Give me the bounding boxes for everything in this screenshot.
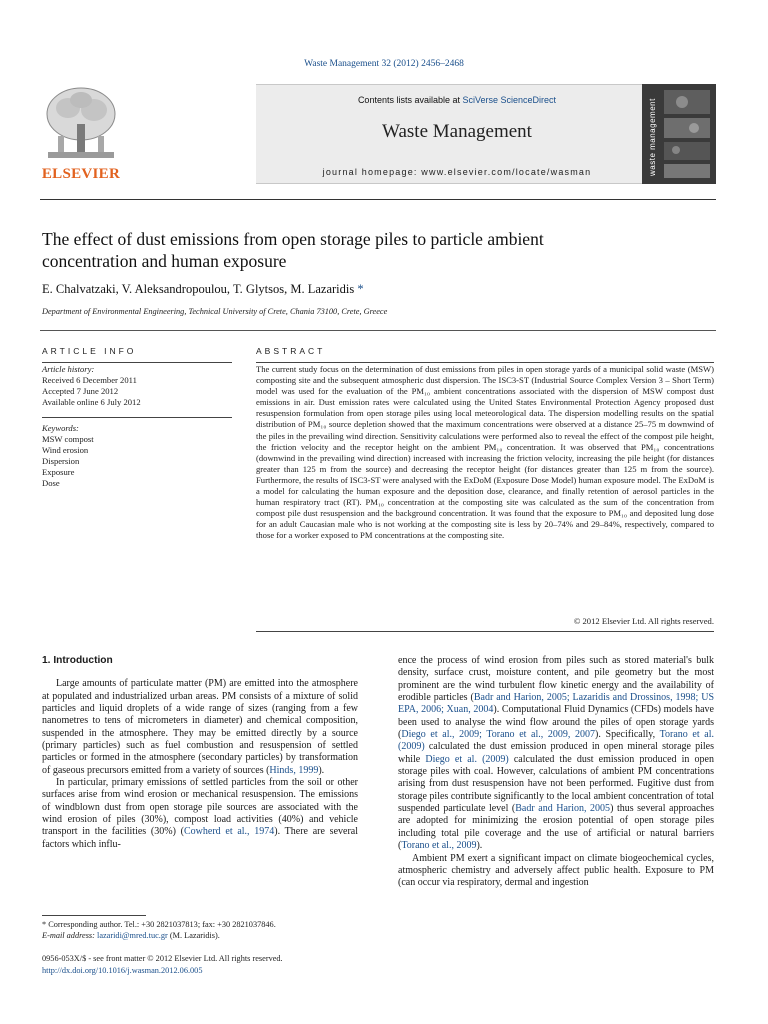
- paragraph: [42, 678, 358, 777]
- abstract-rule: [256, 362, 714, 363]
- title-line-1: The effect of dust emissions from open storage piles to particle ambient: [42, 229, 544, 249]
- reference-link[interactable]: Torano et al. (2009): [398, 729, 714, 753]
- paragraph: [42, 777, 358, 851]
- body-right-column: [398, 655, 714, 890]
- keyword-item: Dispersion: [42, 456, 80, 466]
- paragraph-text: Large amounts of particulate matter (PM) are emitted into the atmosphere at populated and industrialized urban areas. PM consists of a mixture of solid particles and liquid droplets of a wide range of sizes (ranging from a few nanometres to tens of micrometers in diameter) and chemical composition, suspended in the atmosphere. They may be emitted directly by a source (primary particles) such as fuel combustion and resuspension of settled particles or formed in the atmosphere (secondary particles) by transformation of gaseous precursors emitted from a variety of sources (: [42, 678, 358, 776]
- abstract-text: The current study focus on the determination of dust emissions from piles in open storage yards of a municipal solid waste (MSW) composting site and the subsequent atmospheric dust dispersion. The ISC3-ST (Industrial Source Complex Version 3 – Short Term) model was used for the evaluation of the PM₁₀ ambient concentrations associated with the dispersion of MSW compost dust emissions in air. Dust emission rates were calculated using the United States Environmental Protection Agency proposed dust resuspension formulation from open storage piles using local meteorological data. The dispersion modelling results on the spatial distribution of PM₁₀ source depletion showed that the maximum concentrations were observed at a distance 25–75 m downwind of the piles in the prevailing wind direction. Sensitivity calculations were performed also to reveal the effect of the compost pile height, the friction velocity and the receptor height on the ambient PM₁₀ concentration. It was observed that PM₁₀ concentrations (downwind in the prevailing wind direction) increased with increasing the friction velocity, increasing the pile height (for distances greater than 125 m from the source) and decreasing the receptor height (for distances greater than 125 m from the source). Furthermore, the results of ISC3-ST were analysed with the ExDoM (Exposure Dose Model) human exposure model. The ExDoM is a model for calculating the human exposure and the deposition dose, clearance, and finally retention of aerosol particles in the human respiratory tract (RT). PM₁₀ concentration at the composting site was calculated as the sum of the concentration from compost pile dust resuspension and the background concentration. It was found that the exposure to PM₁₀ and deposited lung dose for an adult Caucasian male who is not working at the composting site is less by 20–74% and 29–84%, respectively, compared to those for a worker exposed to PM concentrations at the composting site.: [256, 364, 714, 541]
- homepage-label: journal homepage:: [322, 167, 422, 177]
- reference-link[interactable]: Torano et al., 2009: [401, 840, 477, 852]
- article-info-rule: [42, 362, 232, 363]
- paragraph-text: ).: [318, 764, 325, 776]
- publication-meta: [42, 953, 358, 976]
- elsevier-tree-icon: [40, 84, 122, 164]
- history-accepted: Accepted 7 June 2012: [42, 386, 119, 396]
- body-left-column: [42, 655, 358, 851]
- history-heading: Article history:: [42, 364, 95, 374]
- cover-title: waste management: [648, 98, 657, 176]
- reference-link[interactable]: Cowherd et al., 1974: [183, 826, 275, 838]
- corresponding-author-note: * Corresponding author. Tel.: +30 2821037813; fax: +30 2821037846.: [42, 920, 276, 929]
- paragraph-text: ). There are several factors which influ-: [42, 826, 358, 850]
- email-note: [42, 930, 358, 941]
- author-affiliation: Department of Environmental Engineering, Technical University of Crete, Chania 73100, Crete, Greece: [42, 307, 388, 316]
- sciencedirect-link[interactable]: SciVerse ScienceDirect: [462, 95, 557, 105]
- article-info: [42, 364, 232, 489]
- reference-link[interactable]: Badr and Harion, 2005: [515, 803, 611, 815]
- section-heading-introduction: 1. Introduction: [42, 655, 113, 666]
- doi-link[interactable]: http://dx.doi.org/10.1016/j.wasman.2012.06.005: [42, 965, 203, 975]
- paragraph-text: In particular, primary emissions of settled particles from the soil or other surfaces arise from wind erosion or mechanical resuspension. The emissions of windblown dust from open storage pile sources are associated with the wind erosion of piles (30%), compost load activities (40%) and vehicle transport in the facilities (30%) (: [42, 777, 358, 838]
- journal-name: Waste Management: [382, 121, 532, 142]
- article-title: [42, 228, 682, 272]
- footnote-corresponding: [42, 919, 358, 941]
- history-received: Received 6 December 2011: [42, 375, 137, 385]
- paragraph-text: ). Specifically,: [595, 729, 660, 741]
- elsevier-wordmark: ELSEVIER: [41, 166, 121, 182]
- email-suffix: (M. Lazaridis).: [167, 931, 220, 940]
- issn-line: 0956-053X/$ - see front matter © 2012 Elsevier Ltd. All rights reserved.: [42, 954, 283, 963]
- homepage-link[interactable]: www.elsevier.com/locate/wasman: [421, 167, 592, 177]
- paragraph-text: ence the process of wind erosion from piles such as stored material's bulk density, surface crust, moisture content, and pile geometry but the most prominent are the wind turbulent flow kinetic energy and the availability of erodible particles (: [398, 655, 714, 704]
- article-info-label: ARTICLE INFO: [42, 346, 137, 356]
- authors-text: E. Chalvatzaki, V. Aleksandropoulou, T. Glytsos, M. Lazaridis: [42, 282, 355, 296]
- journal-banner: [256, 84, 658, 184]
- title-line-2: concentration and human exposure: [42, 251, 287, 271]
- reference-link[interactable]: Hinds, 1999: [269, 764, 319, 776]
- masthead-rule: [40, 199, 716, 200]
- abstract-copyright: © 2012 Elsevier Ltd. All rights reserved.: [573, 616, 714, 626]
- journal-masthead: [40, 84, 716, 184]
- affiliation-rule: [40, 330, 716, 331]
- keyword-item: Exposure: [42, 467, 75, 477]
- paragraph-text: ). Computational Fluid Dynamics (CFDs) models have been used to analyse the wind flow around the piles of open storage yards (: [398, 704, 714, 741]
- elsevier-logo: [40, 84, 122, 184]
- reference-link[interactable]: Diego et al., 2009; Torano et al., 2009, 2007: [401, 729, 596, 741]
- paragraph-text: ).: [476, 840, 483, 852]
- author-list: [42, 282, 682, 297]
- paragraph: Ambient PM exert a significant impact on climate biogeochemical cycles, atmospheric chemistry and adversely affect public health. Exposure to PM (can occur via respiratory, dermal and ingestion: [398, 852, 714, 889]
- contents-prefix: Contents lists available at: [357, 95, 463, 105]
- journal-cover-image: [642, 84, 716, 184]
- contents-line: [256, 95, 658, 105]
- footnote-separator: [42, 915, 146, 916]
- abstract-label: ABSTRACT: [256, 346, 326, 356]
- abstract-bottom-rule: [256, 631, 714, 632]
- history-online: Available online 6 July 2012: [42, 397, 141, 407]
- paragraph-text: ) thus several approaches are adopted for minimizing the erosion potential of open storage piles including total pile coverage and the use of artificial or natural barriers (: [398, 803, 714, 852]
- keywords-rule: [42, 417, 232, 418]
- keyword-item: MSW compost: [42, 434, 94, 444]
- keyword-item: Wind erosion: [42, 445, 89, 455]
- email-label: E-mail address:: [42, 931, 95, 940]
- paragraph-text: calculated the dust emission produced in open mineral storage piles while: [398, 741, 714, 765]
- reference-link[interactable]: Diego et al. (2009): [425, 753, 509, 765]
- corresponding-author-mark[interactable]: *: [357, 282, 364, 296]
- journal-citation[interactable]: Waste Management 32 (2012) 2456–2468: [304, 59, 464, 69]
- paragraph: [398, 655, 714, 853]
- homepage-line: [256, 167, 658, 177]
- reference-link[interactable]: Badr and Harion, 2005; Lazaridis and Drossinos, 1998; US EPA, 2006; Xuan, 2004: [398, 692, 715, 716]
- keyword-item: Dose: [42, 478, 60, 488]
- keywords-heading: Keywords:: [42, 423, 79, 433]
- paragraph-text: calculated the dust emission produced in open storage piles with coal. However, calculations of ambient PM concentrations arising from dust resuspension have not been performed. Fugitive dust from storage piles contribute significantly to the local ambient concentration of total suspended particulate level (: [398, 753, 714, 815]
- email-link[interactable]: lazaridi@mred.tuc.gr: [97, 931, 168, 940]
